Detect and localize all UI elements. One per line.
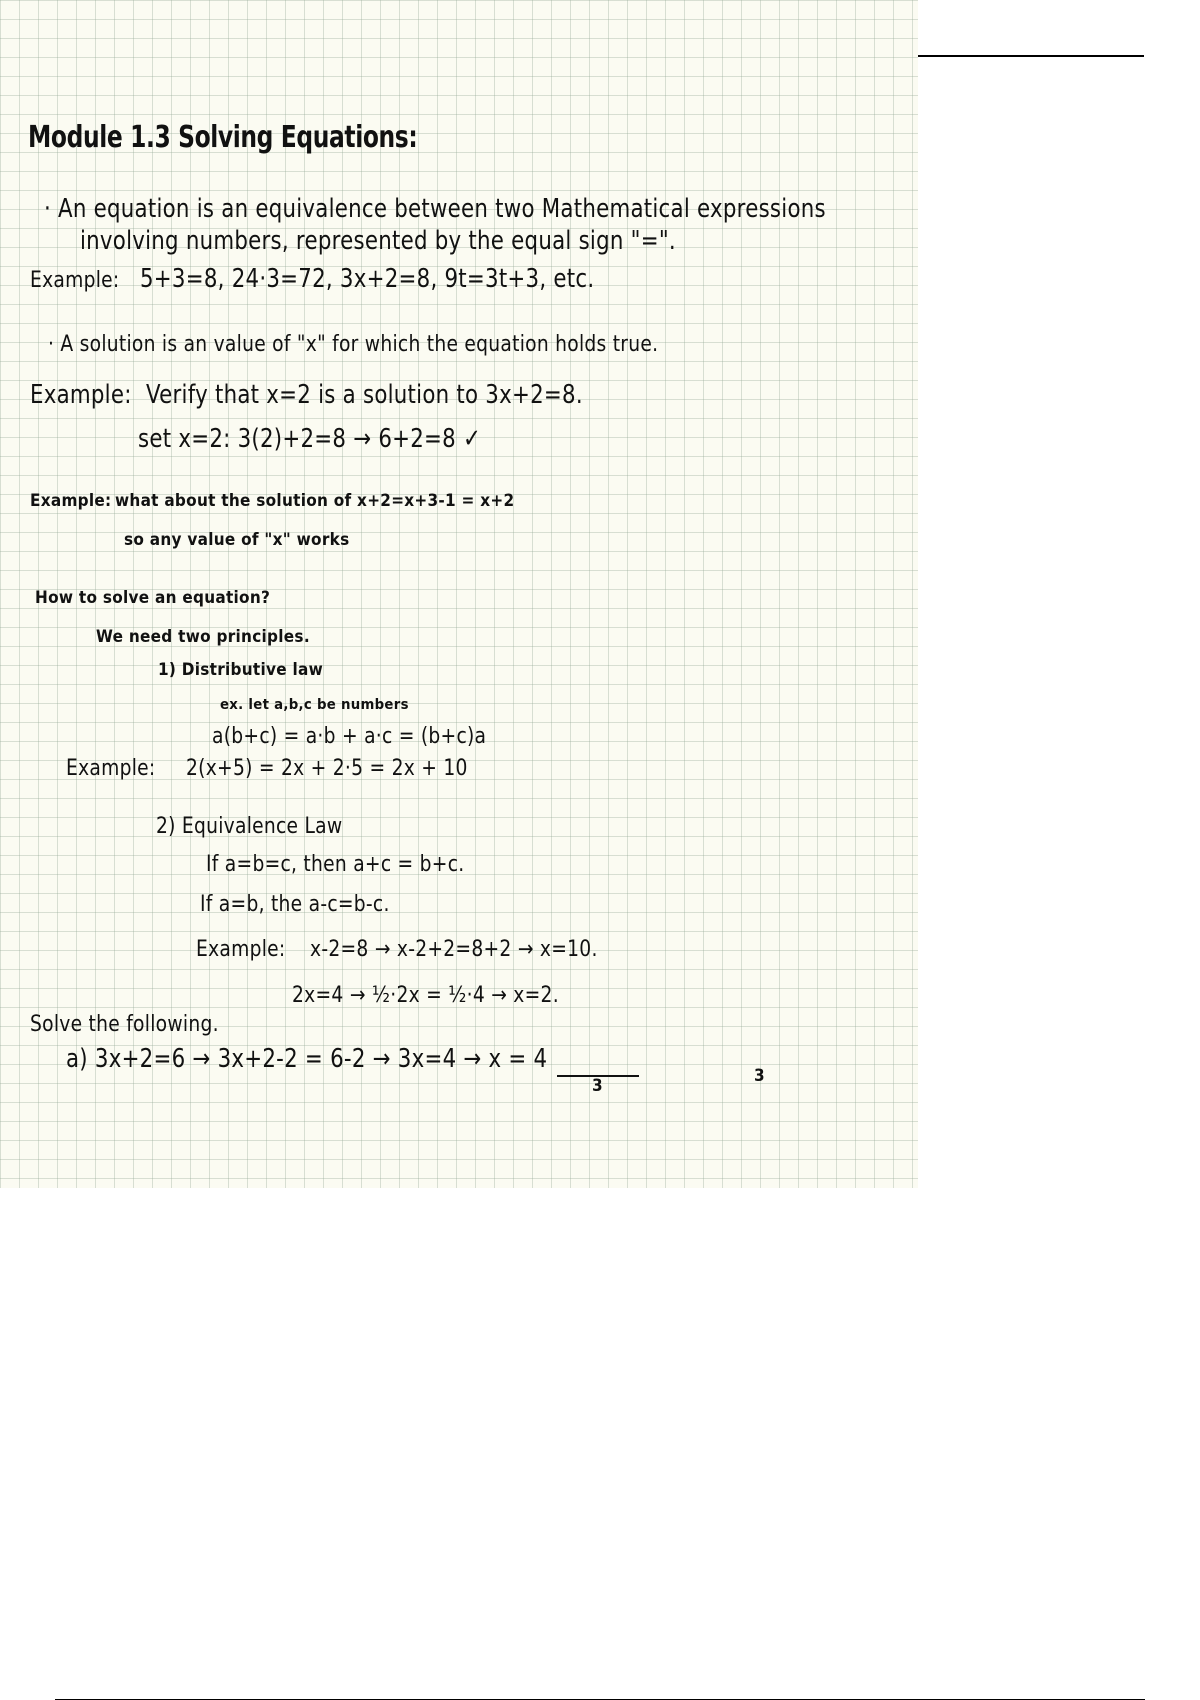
example3-note: so any value of "x" works xyxy=(124,530,350,550)
equation-definition-line2: involving numbers, represented by the equal sign "=". xyxy=(80,226,676,256)
top-rule xyxy=(918,55,1144,57)
example1-content: 5+3=8, 24·3=72, 3x+2=8, 9t=3t+3, etc. xyxy=(140,264,595,294)
example2-content: Verify that x=2 is a solution to 3x+2=8. xyxy=(146,380,583,410)
example3-label: Example: xyxy=(30,491,112,511)
example2-work: set x=2: 3(2)+2=8 → 6+2=8 ✓ xyxy=(138,424,482,454)
fraction-denominator-1: 3 xyxy=(592,1076,603,1096)
law2-example2: 2x=4 → ½·2x = ½·4 → x=2. xyxy=(292,983,559,1008)
law1-formula: a(b+c) = a·b + a·c = (b+c)a xyxy=(212,724,487,749)
solve-part-a: a) 3x+2=6 → 3x+2-2 = 6-2 → 3x=4 → x = 4 xyxy=(66,1044,548,1074)
equation-definition-line1: · An equation is an equivalence between two Mathematical expressions xyxy=(44,194,826,224)
solution-definition: · A solution is an value of "x" for which the equation holds true. xyxy=(48,332,659,357)
law2-rule2: If a=b, the a-c=b-c. xyxy=(200,892,390,917)
law2-rule1: If a=b=c, then a+c = b+c. xyxy=(206,852,465,877)
law1-example-label: Example: xyxy=(66,756,156,781)
law1-title: 1) Distributive law xyxy=(158,660,324,680)
fraction-denominator-2: 3 xyxy=(754,1066,765,1086)
page-title: Module 1.3 Solving Equations: xyxy=(28,120,418,155)
example2-label: Example: xyxy=(30,380,132,410)
example1-label: Example: xyxy=(30,268,120,293)
law2-example1: x-2=8 → x-2+2=8+2 → x=10. xyxy=(310,937,598,962)
law2-title: 2) Equivalence Law xyxy=(156,814,343,839)
howto-heading: How to solve an equation? xyxy=(35,588,271,608)
solve-heading: Solve the following. xyxy=(30,1012,219,1037)
example3-content: what about the solution of x+2=x+3-1 = x+2 xyxy=(115,491,515,511)
law1-definition: ex. let a,b,c be numbers xyxy=(220,697,409,713)
law2-example-label: Example: xyxy=(196,937,286,962)
principles-intro: We need two principles. xyxy=(96,627,310,647)
law1-example: 2(x+5) = 2x + 2·5 = 2x + 10 xyxy=(186,756,468,781)
